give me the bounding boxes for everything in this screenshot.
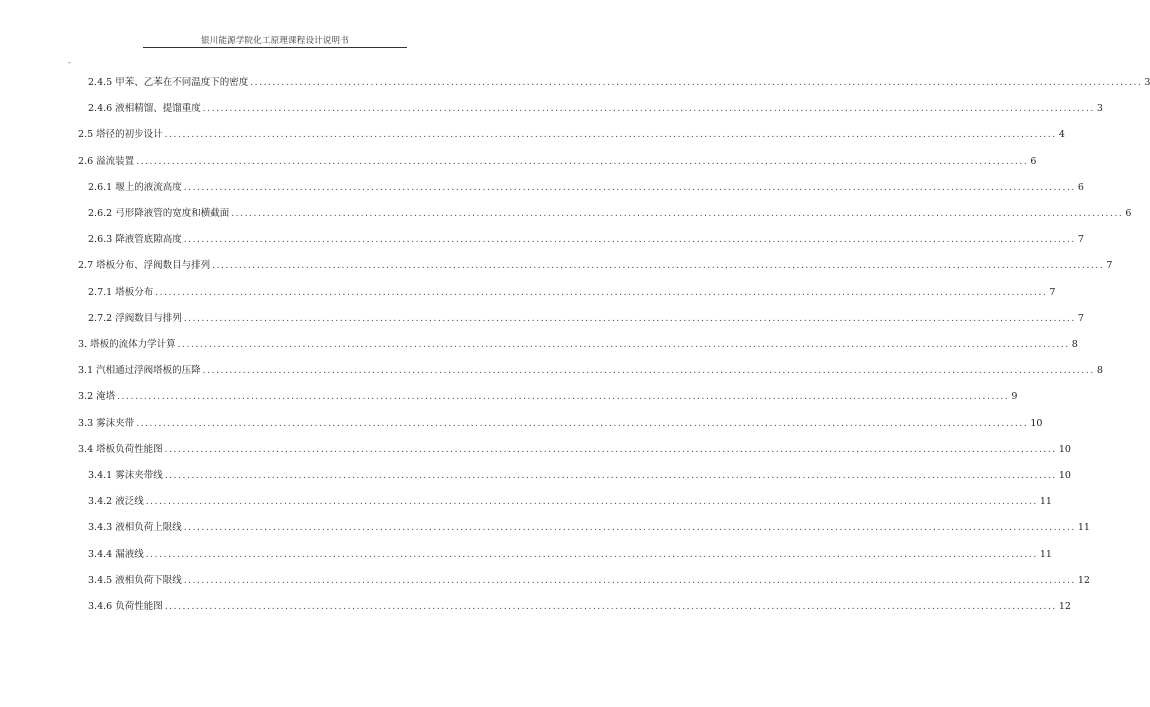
toc-entry-label: 3.4.5 液相负荷下限线 <box>88 574 182 586</box>
toc-entry[interactable] <box>88 286 1056 300</box>
toc-entry[interactable] <box>88 312 1084 326</box>
toc-entry-label: 3. 塔板的流体力学计算 <box>78 339 176 350</box>
toc-dot-leader: ........................................................................................................................................................................................................ <box>136 418 1029 429</box>
toc-entry-page: 11 <box>1077 522 1090 534</box>
toc-entry[interactable] <box>88 469 1071 483</box>
toc-dot-leader: ........................................................................................................................................................................................................ <box>183 235 1076 246</box>
toc-entry-label: 3.3 雾沫夹带 <box>78 417 135 429</box>
toc-dot-leader: ........................................................................................................................................................................................................ <box>136 156 1029 167</box>
toc-entry[interactable] <box>78 390 1018 404</box>
toc-entry-label: 2.7 塔板分布、浮阀数目与排列 <box>78 260 211 272</box>
toc-dot-leader: ........................................................................................................................................................................................................ <box>183 313 1076 324</box>
toc-entry[interactable] <box>78 364 1103 378</box>
toc-entry-page: 7 <box>1106 260 1113 272</box>
toc-entry[interactable] <box>88 233 1084 247</box>
toc-dot-leader: ........................................................................................................................................................................................................ <box>183 523 1076 534</box>
toc-entry-page: 9 <box>1011 391 1018 403</box>
toc-dot-leader: ........................................................................................................................................................................................................ <box>231 209 1124 219</box>
toc-dot-leader: ........................................................................................................................................................................................................ <box>202 104 1095 115</box>
toc-dot-leader: ........................................................................................................................................................................................................ <box>164 444 1057 455</box>
toc-entry-page: 12 <box>1077 574 1090 586</box>
header-rule <box>143 47 407 48</box>
toc-dot-leader: ........................................................................................................................................................................................................ <box>117 392 1010 403</box>
toc-dot-leader: ........................................................................................................................................................................................................ <box>250 78 1143 88</box>
toc-entry[interactable] <box>78 128 1065 142</box>
toc-entry-page: 3 <box>1096 103 1103 115</box>
toc-entry-page: 6 <box>1077 181 1084 193</box>
toc-entry-label: 2.6 溢流装置 <box>78 155 135 167</box>
toc-entry[interactable] <box>88 495 1052 509</box>
page-header-title: 银川能源学院化工原理课程设计说明书 <box>201 36 349 46</box>
page-mark: - <box>68 58 71 67</box>
toc-entry-page: 7 <box>1077 312 1084 324</box>
toc-entry-label: 3.1 汽相通过浮阀塔板的压降 <box>78 365 201 377</box>
toc-dot-leader: ........................................................................................................................................................................................................ <box>145 497 1038 508</box>
toc-entry-page: 10 <box>1058 443 1071 455</box>
toc-entry-page: 7 <box>1077 234 1084 246</box>
toc-entry[interactable] <box>78 259 1113 273</box>
toc-entry-page: 8 <box>1096 365 1103 377</box>
toc-entry[interactable] <box>88 102 1103 116</box>
toc-entry-label: 3.4.3 液相负荷上限线 <box>88 522 182 534</box>
toc-entry-label: 3.4 塔板负荷性能图 <box>78 443 163 455</box>
toc-dot-leader: ........................................................................................................................................................................................................ <box>155 287 1048 298</box>
toc-entry-page: 6 <box>1030 155 1037 167</box>
toc-entry-page: 6 <box>1125 208 1132 219</box>
toc-entry-label: 3.4.4 漏液线 <box>88 548 144 560</box>
toc-entry-label: 3.4.2 液泛线 <box>88 496 144 508</box>
toc-entry[interactable] <box>78 338 1078 352</box>
toc-entry-page: 3 <box>1144 77 1150 88</box>
toc-dot-leader: ........................................................................................................................................................................................................ <box>212 261 1105 272</box>
toc-entry-label: 2.6.2 弓形降液管的宽度和横截面 <box>88 208 230 219</box>
toc-entry-label: 2.6.3 降液管底隙高度 <box>88 234 182 246</box>
toc-entry-page: 12 <box>1058 601 1071 612</box>
toc-entry-page: 10 <box>1058 470 1071 481</box>
toc-dot-leader: ........................................................................................................................................................................................................ <box>164 471 1057 481</box>
toc-entry-page: 4 <box>1058 129 1065 141</box>
toc-entry[interactable] <box>88 181 1084 195</box>
toc-entry[interactable] <box>88 521 1090 535</box>
toc-entry[interactable] <box>88 574 1090 588</box>
toc-entry-label: 3.2 淹塔 <box>78 391 116 403</box>
toc-entry[interactable] <box>78 417 1043 431</box>
toc-entry[interactable] <box>88 76 1150 90</box>
toc-entry-label: 2.4.5 甲苯、乙苯在不同温度下的密度 <box>88 77 249 88</box>
toc-entry-label: 2.6.1 堰上的液流高度 <box>88 181 182 193</box>
toc-entry-page: 11 <box>1039 496 1052 508</box>
toc-entry-page: 7 <box>1049 286 1056 298</box>
toc-entry-label: 2.4.6 液相精馏、提馏重度 <box>88 103 201 115</box>
toc-dot-leader: ........................................................................................................................................................................................................ <box>183 182 1076 193</box>
toc-entry-label: 2.7.2 浮阀数目与排列 <box>88 312 182 324</box>
toc-entry-label: 2.7.1 塔板分布 <box>88 286 154 298</box>
toc-entry-label: 3.4.1 雾沫夹带线 <box>88 470 163 481</box>
toc-entry[interactable] <box>88 600 1071 614</box>
toc-entry[interactable] <box>88 207 1132 221</box>
toc-entry[interactable] <box>78 443 1071 457</box>
toc-dot-leader: ........................................................................................................................................................................................................ <box>177 340 1070 350</box>
toc-entry[interactable] <box>88 548 1052 562</box>
toc-entry-page: 11 <box>1039 548 1052 560</box>
toc-dot-leader: ........................................................................................................................................................................................................ <box>202 366 1095 377</box>
toc-entry-page: 8 <box>1071 339 1078 350</box>
toc-entry[interactable] <box>78 155 1037 169</box>
toc-entry-page: 10 <box>1030 417 1043 429</box>
toc-dot-leader: ........................................................................................................................................................................................................ <box>183 575 1076 586</box>
toc-entry-label: 3.4.6 负荷性能图 <box>88 601 163 612</box>
toc-dot-leader: ........................................................................................................................................................................................................ <box>145 549 1038 560</box>
toc-dot-leader: ........................................................................................................................................................................................................ <box>164 602 1057 612</box>
toc-dot-leader: ........................................................................................................................................................................................................ <box>164 130 1057 141</box>
toc-entry-label: 2.5 塔径的初步设计 <box>78 129 163 141</box>
